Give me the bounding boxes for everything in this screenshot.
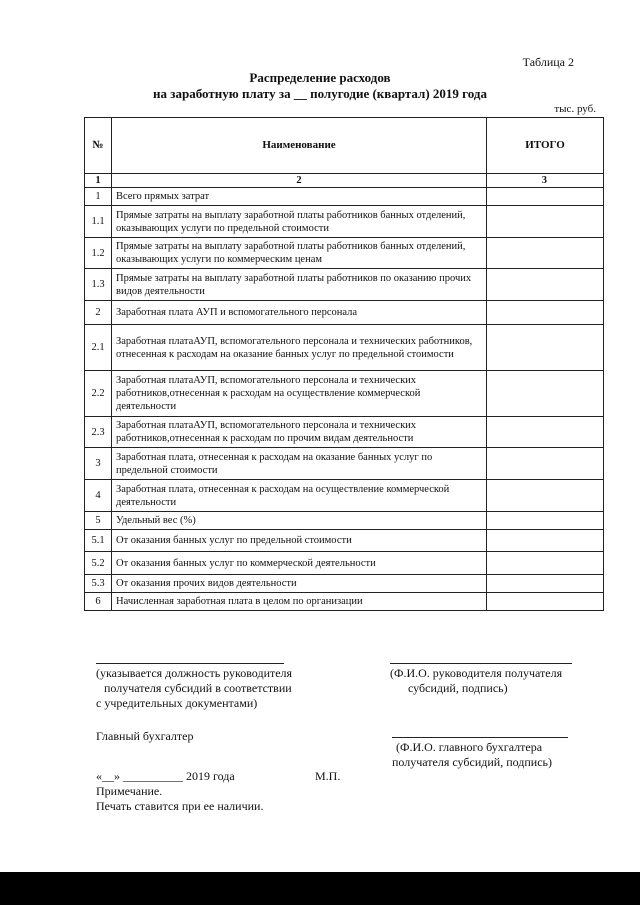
row-total-value (487, 552, 604, 575)
column-index-3: 3 (487, 174, 604, 188)
row-total-value (487, 417, 604, 448)
table-row (85, 206, 604, 238)
note-text: Печать ставится при ее наличии. (96, 799, 264, 813)
table-row (85, 530, 604, 552)
table-row (85, 238, 604, 269)
row-number: 6 (85, 593, 112, 611)
row-number: 2 (85, 301, 112, 325)
unit-label: тыс. руб. (554, 103, 596, 115)
row-total-value (487, 593, 604, 611)
row-name: Заработная платаАУП, вспомогательного персонала и технических работников,отнесенная к расходам по прочим видам деятельности (112, 417, 487, 448)
row-number: 5.3 (85, 575, 112, 593)
manager-signature-caption: (Ф.И.О. руководителя получателя субсидий, подпись) (390, 666, 563, 695)
row-number: 1.2 (85, 238, 112, 269)
table-row (85, 480, 604, 512)
row-total-value (487, 448, 604, 480)
document-title (0, 70, 640, 102)
row-number: 1 (85, 188, 112, 206)
manager-position-line (96, 663, 284, 664)
row-name: Прямые затраты на выплату заработной платы работников по оказанию прочих видов деятельности (112, 269, 487, 301)
row-number: 5.2 (85, 552, 112, 575)
row-name: Заработная плата, отнесенная к расходам на оказание банных услуг по предельной стоимости (112, 448, 487, 480)
row-number: 2.1 (85, 325, 112, 371)
manager-position-caption: (указывается должность руководителя получателя субсидий в соответствии с учредительных документами) (96, 666, 293, 710)
column-header-name: Наименование (112, 118, 487, 174)
row-name: Заработная платаАУП, вспомогательного персонала и технических работников,отнесенная к расходам на осуществление коммерческой деятельности (112, 371, 487, 417)
column-header-number: № (85, 118, 112, 174)
row-number: 1.1 (85, 206, 112, 238)
row-name: Прямые затраты на выплату заработной платы работников банных отделений, оказывающих услуги по коммерческим ценам (112, 238, 487, 269)
manager-signature-line (390, 663, 572, 664)
row-number: 4 (85, 480, 112, 512)
table-row (85, 325, 604, 371)
table-row (85, 575, 604, 593)
row-number: 5.1 (85, 530, 112, 552)
row-name: Всего прямых затрат (112, 188, 487, 206)
row-total-value (487, 530, 604, 552)
row-name: Заработная платаАУП, вспомогательного персонала и технических работников, отнесенная к расходам на оказание банных услуг по предельной стоимости (112, 325, 487, 371)
row-total-value (487, 188, 604, 206)
table-row (85, 188, 604, 206)
row-total-value (487, 512, 604, 530)
title-line-2: на заработную плату за __ полугодие (квартал) 2019 года (153, 86, 487, 101)
accountant-signature-caption: (Ф.И.О. главного бухгалтера получателя субсидий, подпись) (392, 740, 553, 769)
row-number: 5 (85, 512, 112, 530)
row-name: От оказания прочих видов деятельности (112, 575, 487, 593)
table-row (85, 512, 604, 530)
accountant-signature-line (392, 737, 568, 738)
table-caption: Таблица 2 (522, 55, 574, 69)
stamp-place: М.П. (315, 769, 341, 783)
chief-accountant-label: Главный бухгалтер (96, 729, 194, 743)
row-total-value (487, 238, 604, 269)
row-total-value (487, 206, 604, 238)
scan-border-bar (0, 872, 640, 905)
date-line: «__» __________ 2019 года (96, 769, 235, 783)
row-name: Удельный вес (%) (112, 512, 487, 530)
row-total-value (487, 371, 604, 417)
row-name: Заработная плата, отнесенная к расходам на осуществление коммерческой деятельности (112, 480, 487, 512)
column-index-2: 2 (112, 174, 487, 188)
row-name: Начисленная заработная плата в целом по организации (112, 593, 487, 611)
row-name: Заработная плата АУП и вспомогательного персонала (112, 301, 487, 325)
row-number: 1.3 (85, 269, 112, 301)
row-number: 2.3 (85, 417, 112, 448)
column-index-row (85, 174, 604, 188)
column-index-1: 1 (85, 174, 112, 188)
table-row (85, 417, 604, 448)
table-row (85, 448, 604, 480)
table-header-row (85, 118, 604, 174)
table-row (85, 371, 604, 417)
row-total-value (487, 575, 604, 593)
row-name: От оказания банных услуг по коммерческой деятельности (112, 552, 487, 575)
table-row (85, 552, 604, 575)
row-number: 3 (85, 448, 112, 480)
table-row (85, 301, 604, 325)
row-name: От оказания банных услуг по предельной стоимости (112, 530, 487, 552)
row-total-value (487, 301, 604, 325)
table-row (85, 593, 604, 611)
row-total-value (487, 325, 604, 371)
row-name: Прямые затраты на выплату заработной платы работников банных отделений, оказывающих услуги по предельной стоимости (112, 206, 487, 238)
note-title: Примечание. (96, 784, 163, 798)
row-total-value (487, 269, 604, 301)
title-line-1: Распределение расходов (249, 70, 391, 85)
distribution-table (84, 117, 604, 611)
row-total-value (487, 480, 604, 512)
column-header-total: ИТОГО (487, 118, 604, 174)
row-number: 2.2 (85, 371, 112, 417)
table-row (85, 269, 604, 301)
